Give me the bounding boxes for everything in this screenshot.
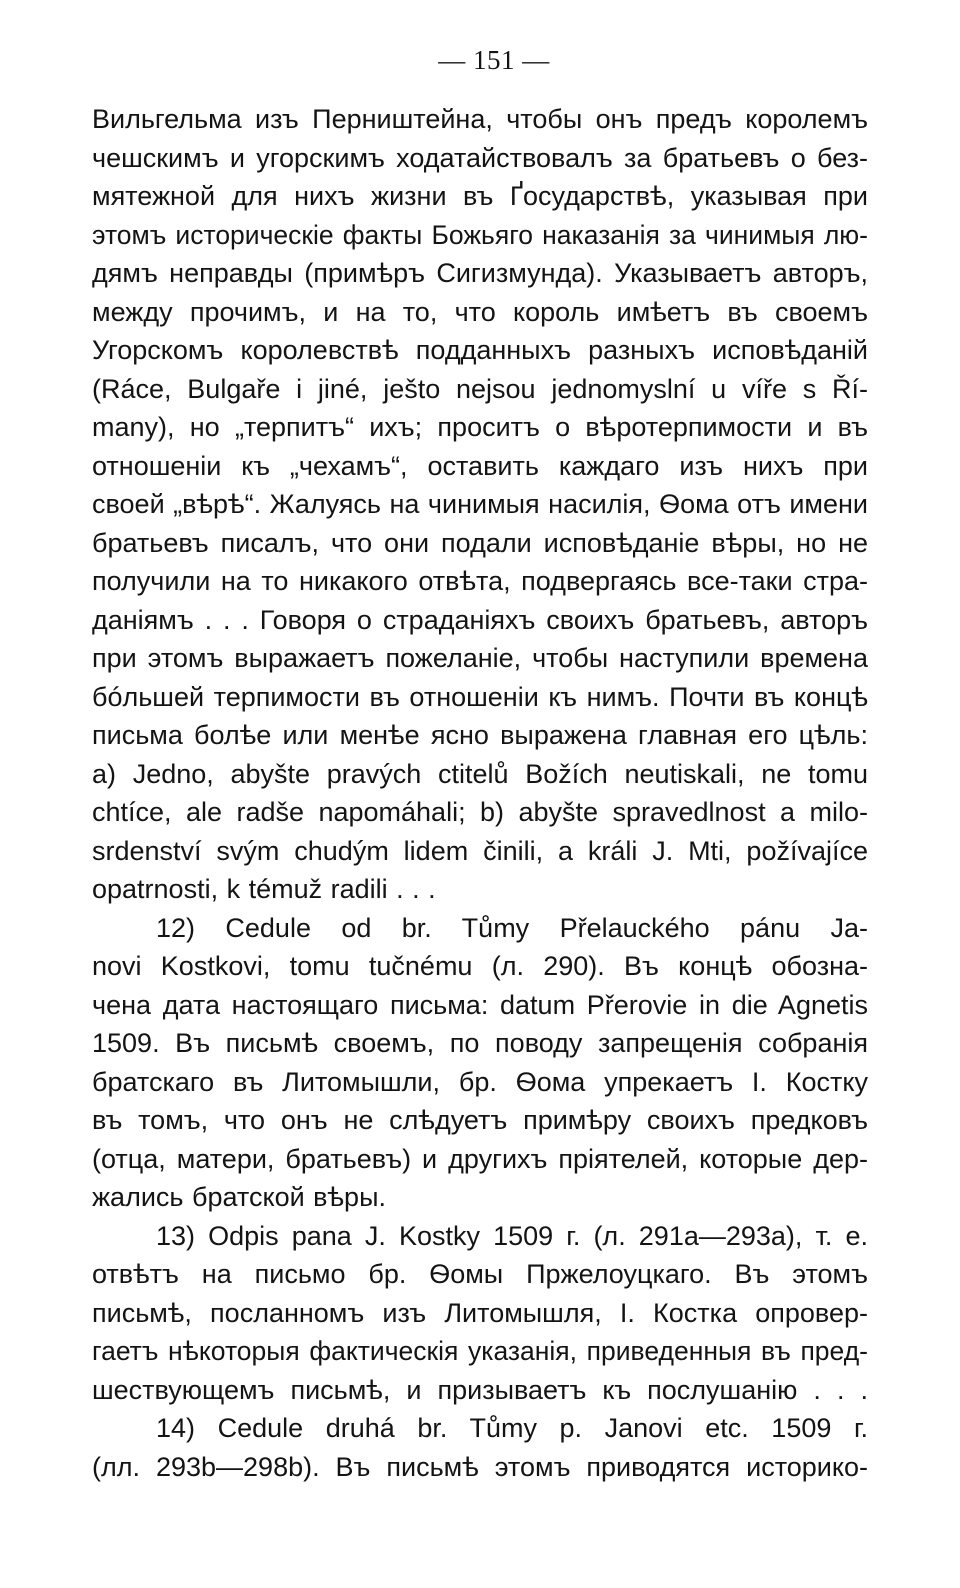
text-line: 12) Cedule od br. Tůmy Přelauckého pánu Ja- <box>156 912 868 943</box>
text-line: братьевъ писалъ, что они подали исповѣданіе вѣры, но не <box>92 527 868 558</box>
text-line: отношеніи къ „чехамъ“, оставить каждаго изъ нихъ при <box>92 450 868 481</box>
text-line: письмѣ, посланномъ изъ Литомышля, І. Костка опровер- <box>92 1297 868 1328</box>
body-text <box>92 100 868 1486</box>
text-line: srdenství svým chudým lidem činili, a králi J. Mti, požívajíce <box>92 835 868 866</box>
text-line: получили на то никакого отвѣта, подвергаясь все-таки стра- <box>92 566 868 596</box>
text-line: 13) Odpis pana J. Kostky 1509 г. (л. 291a—293a), т. е. <box>156 1220 868 1251</box>
text-line: шествующемъ письмѣ, и призываетъ къ послушанію . . . <box>92 1374 868 1405</box>
text-line: мятежной для нихъ жизни въ Ґосударствѣ, указывая при <box>92 181 868 211</box>
text-line: Угорскомъ королевствѣ подданныхъ разныхъ исповѣданій <box>92 335 868 365</box>
text-line: (лл. 293b—298b). Въ письмѣ этомъ приводятся историко- <box>92 1451 868 1482</box>
text-line: своей „вѣрѣ“. Жалуясь на чинимыя насилія, Ѳома отъ имени <box>92 489 868 519</box>
text-line: отвѣтъ на письмо бр. Ѳомы Пржелоуцкаго. Въ этомъ <box>92 1259 868 1289</box>
text-line: (отца, матери, братьевъ) и другихъ пріятелей, которые дер- <box>92 1143 868 1174</box>
text-line: жались братской вѣры. <box>92 1182 386 1212</box>
text-line: (Ráce, Bulgaře i jiné, ješto nejsou jednomyslní u víře s Ří- <box>92 373 868 404</box>
text-line: 1509. Въ письмѣ своемъ, по поводу запрещенія собранія <box>92 1028 868 1058</box>
text-line: даніямъ . . . Говоря о страданіяхъ своихъ братьевъ, авторъ <box>92 604 868 635</box>
text-line: гаетъ нѣкоторыя фактическія указанія, приведенныя въ пред- <box>92 1336 868 1366</box>
book-page <box>92 34 868 1486</box>
text-line: Вильгельма изъ Перништейна, чтобы онъ предъ королемъ <box>92 104 868 134</box>
text-line: chtíce, ale radše napomáhali; b) abyšte spravedlnost a milo- <box>92 797 868 827</box>
text-line: братскаго въ Литомышли, бр. Ѳома упрекаетъ І. Костку <box>92 1066 868 1097</box>
text-line: a) Jedno, abyšte pravých ctitelů Božích neutiskali, ne tomu <box>92 758 868 789</box>
text-line: opatrnosti, k témuž radili . . . <box>92 874 436 904</box>
page-number: — 151 — <box>438 45 550 75</box>
text-line: чена дата настоящаго письма: datum Přerovie in die Agnetis <box>92 989 868 1020</box>
text-line: 14) Cedule druhá br. Tůmy p. Janovi etc. 1509 г. <box>156 1413 868 1443</box>
text-line: дямъ неправды (примѣръ Сигизмунда). Указываетъ авторъ, <box>92 258 868 288</box>
text-line: novi Kostkovi, tomu tučnému (л. 290). Въ концѣ обозна- <box>92 951 868 981</box>
text-line: письма болѣе или менѣе ясно выражена главная его цѣль: <box>92 720 868 750</box>
text-line: между прочимъ, и на то, что король имѣетъ въ своемъ <box>92 296 868 327</box>
text-line: при этомъ выражаетъ пожеланіе, чтобы наступили времена <box>92 643 868 673</box>
text-line: бóльшей терпимости въ отношеніи къ нимъ. Почти въ концѣ <box>92 681 868 712</box>
text-line: этомъ историческіе факты Божьяго наказанія за чинимыя лю- <box>92 219 868 250</box>
text-line: manу), но „терпитъ“ ихъ; проситъ о вѣротерпимости и въ <box>92 412 868 442</box>
text-line: чешскимъ и угорскимъ ходатайствовалъ за братьевъ о без- <box>92 142 868 173</box>
text-line: въ томъ, что онъ не слѣдуетъ примѣру своихъ предковъ <box>92 1105 868 1135</box>
